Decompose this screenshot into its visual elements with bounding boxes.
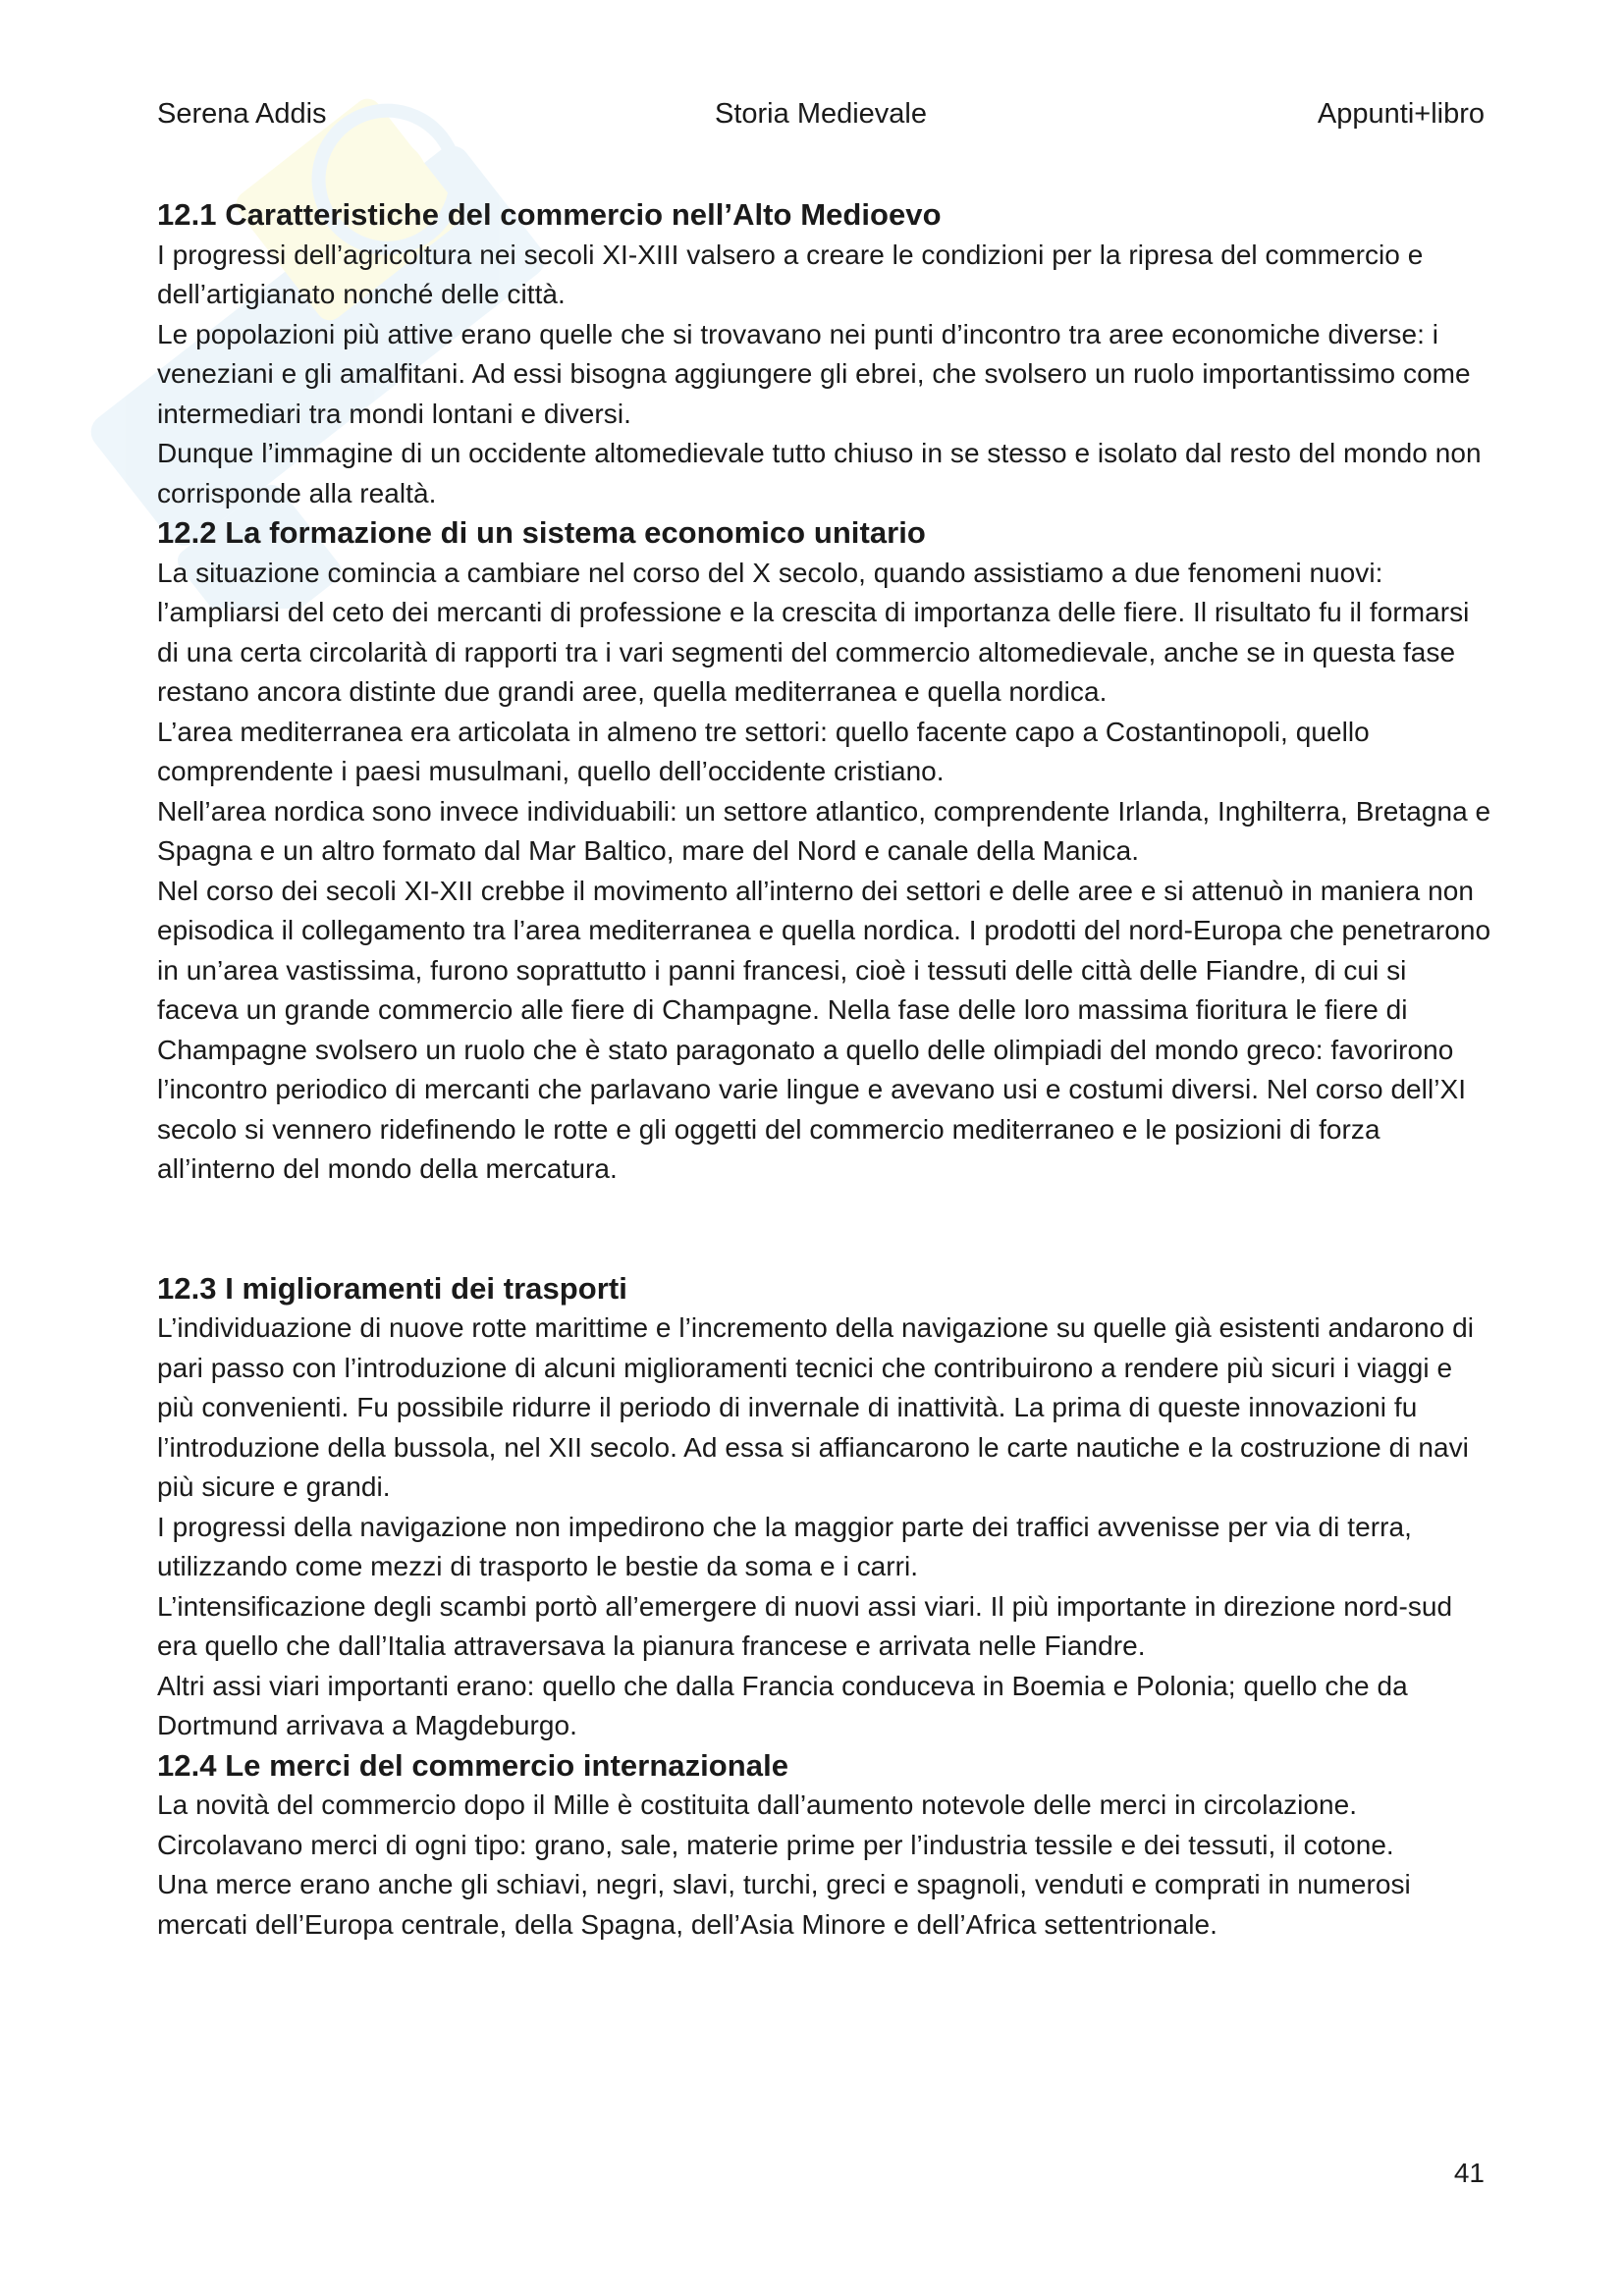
paragraph: I progressi dell’agricoltura nei secoli XI-XIII valsero a creare le condizioni per la ripresa del commercio e dell’artigianato nonché delle città. <box>157 239 1424 309</box>
document-body <box>157 195 1492 1945</box>
section-spacer <box>157 1190 1492 1269</box>
paragraph: Dunque l’immagine di un occidente altomedievale tutto chiuso in se stesso e isolato dal resto del mondo non corrisponde alla realtà. <box>157 438 1482 508</box>
paragraph: Circolavano merci di ogni tipo: grano, sale, materie prime per l’industria tessile e dei tessuti, il cotone. <box>157 1829 1394 1860</box>
paragraph: Nell’area nordica sono invece individuabili: un settore atlantico, comprendente Irlanda, Inghilterra, Bretagna e Spagna e un altro formato dal Mar Baltico, mare del Nord e canale della Manica. <box>157 795 1491 866</box>
section-12-2 <box>157 513 1492 1190</box>
section-title: 12.3 I miglioramenti dei trasporti <box>157 1270 627 1306</box>
page-number: 41 <box>1453 2158 1485 2188</box>
section-title: 12.2 La formazione di un sistema economico unitario <box>157 515 926 550</box>
page-header <box>157 94 1485 133</box>
paragraph: Altri assi viari importanti erano: quello che dalla Francia conduceva in Boemia e Polonia; quello che da Dortmund arrivava a Magdeburgo. <box>157 1670 1408 1740</box>
header-author: Serena Addis <box>157 98 327 130</box>
header-course: Storia Medievale <box>715 98 927 130</box>
paragraph: Nel corso dei secoli XI-XII crebbe il movimento all’interno dei settori e delle aree e si attenuò in maniera non episodica il collegamento tra l’area mediterranea e quella nordica. I prodotti del nord-Europa che penetrarono in un’area vastissima, furono soprattutto i panni francesi, cioè i tessuti delle città delle Fiandre, di cui si faceva un grande commercio alle fiere di Champagne. Nella fase delle loro massima fioritura le fiere di Champagne svolsero un ruolo che è stato paragonato a quello delle olimpiadi del mondo greco: favorirono l’incontro periodico di mercanti che parlavano varie lingue e avevano usi e costumi diversi. Nel corso dell’XI secolo si vennero ridefinendo le rotte e gli oggetti del commercio mediterraneo e le posizioni di forza all’interno del mondo della mercatura. <box>157 875 1491 1184</box>
paragraph: La novità del commercio dopo il Mille è costituita dall’aumento notevole delle merci in circolazione. <box>157 1789 1358 1820</box>
section-title: 12.1 Caratteristiche del commercio nell’Alto Medioevo <box>157 197 942 232</box>
section-12-1 <box>157 195 1492 513</box>
section-title: 12.4 Le merci del commercio internazionale <box>157 1747 789 1783</box>
paragraph: I progressi della navigazione non impedirono che la maggior parte dei traffici avvenisse per via di terra, utilizzando come mezzi di trasporto le bestie da soma e i carri. <box>157 1511 1412 1581</box>
paragraph: L’intensificazione degli scambi portò all’emergere di nuovi assi viari. Il più importante in direzione nord-sud era quello che dall’Italia attraversava la pianura francese e arrivata nelle Fiandre. <box>157 1590 1453 1661</box>
paragraph: Le popolazioni più attive erano quelle che si trovavano nei punti d’incontro tra aree economiche diverse: i veneziani e gli amalfitani. Ad essi bisogna aggiungere gli ebrei, che svolsero un ruolo importantissimo come intermediari tra mondi lontani e diversi. <box>157 318 1471 429</box>
header-source: Appunti+libro <box>1317 98 1485 130</box>
paragraph: Una merce erano anche gli schiavi, negri, slavi, turchi, greci e spagnoli, venduti e comprati in numerosi mercati dell’Europa centrale, della Spagna, dell’Asia Minore e dell’Africa settentrionale. <box>157 1869 1411 1940</box>
section-12-3 <box>157 1269 1492 1746</box>
section-12-4 <box>157 1746 1492 1946</box>
paragraph: La situazione comincia a cambiare nel corso del X secolo, quando assistiamo a due fenomeni nuovi: l’ampliarsi del ceto dei mercanti di professione e la crescita di importanza delle fiere. Il risultato fu il formarsi di una certa circolarità di rapporti tra i vari segmenti del commercio altomedievale, anche se in questa fase restano ancora distinte due grandi aree, quella mediterranea e quella nordica. <box>157 557 1470 707</box>
paragraph: L’individuazione di nuove rotte marittime e l’incremento della navigazione su quelle già esistenti andarono di pari passo con l’introduzione di alcuni miglioramenti tecnici che contribuirono a rendere più sicuri i viaggi e più convenienti. Fu possibile ridurre il periodo di invernale di inattività. La prima di queste innovazioni fu l’introduzione della bussola, nel XII secolo. Ad essa si affiancarono le carte nautiche e la costruzione di navi più sicure e grandi. <box>157 1312 1474 1502</box>
paragraph: L’area mediterranea era articolata in almeno tre settori: quello facente capo a Costantinopoli, quello comprendente i paesi musulmani, quello dell’occidente cristiano. <box>157 716 1370 786</box>
